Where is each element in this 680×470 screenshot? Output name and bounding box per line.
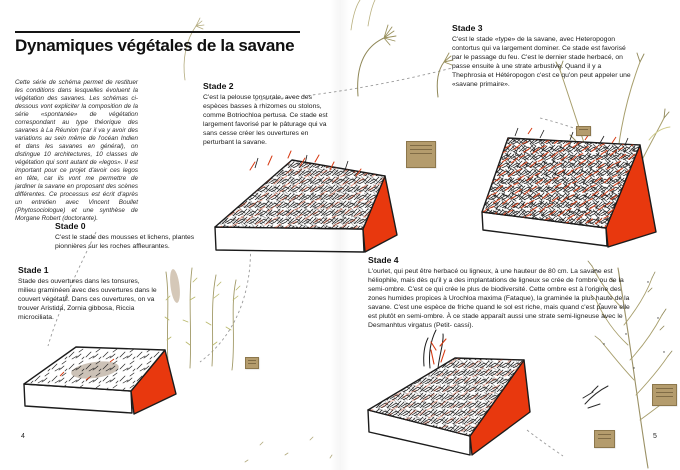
- stade3-block-illustration: [482, 128, 656, 247]
- seed-flecks-bottom-middle: [245, 437, 332, 462]
- stage-4-text: L'ourlet, qui peut être herbacé ou ligneux, à une hauteur de 80 cm. La savane est héliophile, mais dès qu'il y a des implantations de ligneux se crée de l'ombre ou de la semi-ombre. C'est ce qui crée le plus de biodiversité. Cette ombre est à l'origine des zones humides propices à Urochloa maxima (Fataque), la graminée la plus haute de la savane. C'est une espèce de friche quand le sol est riche, mais quand c'est pauvre elle est plutôt en semi-ombre. À ce stade apparaît aussi une strate semi-ligneuse avec le Desmanhtus virgatus (Petit- cassi).: [368, 268, 630, 329]
- connector-grass-to-block1: [200, 238, 250, 362]
- specimen-tag: [576, 126, 591, 136]
- intro-paragraph: Cette série de schéma permet de restituer les conditions dans lesquelles évoluent la végétation des savanes. Les schémas ci-dessous vont expliciter la composition de la série «spontanée» de végétation correspondant au type théorique des savanes à La Réunion (car il va y avoir des variations au sein même de l'océan Indien et dans les savanes en général), on distingue 10 architectures, 10 classes de végétation qui sont autant de «legos». Il est important pour ce projet d'avoir ces legos en tête, car ils vont me permettre de jardiner la savane en proposant des scènes différentes. Ce processus est écrit d'après un entretien avec Vincent Boullet (Phytosociologue) et une synthèse de Morgane Robert (doctorante).: [15, 79, 138, 222]
- stade2-block-illustration: [215, 151, 397, 252]
- stage-2-heading: Stade 2: [203, 81, 234, 91]
- connector-block4-to-plant: [527, 430, 563, 456]
- stage-0-text: C'est le stade des mousses et lichens, plantes pionnières sur les roches affleurantes.: [55, 234, 195, 250]
- specimen-tag: [594, 430, 615, 448]
- stade1-block-illustration: [24, 347, 176, 414]
- stage-4-heading: Stade 4: [368, 255, 399, 265]
- stade4-block-illustration: [368, 330, 530, 455]
- stage-3-text: C'est le stade «type» de la savane, avec Heteropogon contortus qui va largement dominer. Ce stade est favorisé par le passage du feu. C'est le dernier stade herbacé, on passe ensuite à une strate arbustive. Quand il y a Thephrosia et Hétéropogon c'est ce qu'on peut appeler une «savane primaire».: [452, 36, 631, 88]
- specimen-tag: [245, 357, 259, 369]
- grass-sketch-top-middle: [351, 0, 453, 97]
- specimen-tag: [652, 384, 677, 406]
- grass-sketch-middle-left: [165, 268, 240, 370]
- stage-2-section: [203, 81, 334, 148]
- stage-1-heading: Stade 1: [18, 265, 49, 275]
- specimen-tag: [406, 141, 436, 168]
- page-number-right: 5: [653, 433, 657, 440]
- stage-4-section: [368, 255, 631, 331]
- title-rule: [15, 31, 300, 33]
- stage-2-text: C'est la pelouse tonsurale, avec des espèces basses à rhizomes ou stolons, comme Botriochloa pertusa. Ce stade est largement favorisé par le pâturage qui va sans cesse créer les ouvertures en perturbant la savane.: [203, 94, 328, 146]
- page-number-left: 4: [21, 433, 25, 440]
- stage-0-heading: Stade 0: [55, 221, 86, 231]
- stage-1-text: Stade des ouvertures dans les tonsures, milieu graminéen avec des ouvertures dans le couvert végétatif. Dans ces ouvertures, on va trouver Aristida, Zornia gibbosa, Riccia microciliata.: [18, 278, 157, 321]
- stage-3-heading: Stade 3: [452, 23, 483, 33]
- stage-3-section: [452, 23, 633, 90]
- page-title: Dynamiques végétales de la savane: [15, 36, 295, 55]
- stage-1-section: [18, 265, 158, 323]
- stage-0-section: [55, 221, 203, 252]
